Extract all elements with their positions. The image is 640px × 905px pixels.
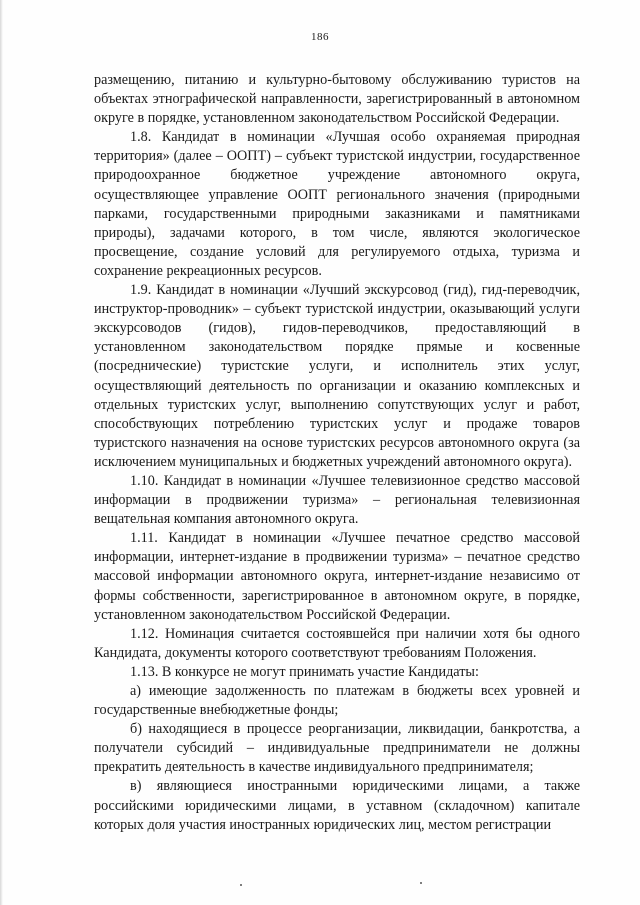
paragraph-1-9: 1.9. Кандидат в номинации «Лучший экскурсовод (гид), гид-переводчик, инструктор-проводник» – субъект туристской индустрии, оказывающий услуги экскурсоводов (гидов), гидов-переводчиков, предоставляющий в установленном законодательством порядке прямые и косвенные (посреднические) туристские услуги, и исполнитель этих услуг, осуществляющий деятельность по организации и оказанию комплексных и отдельных туристских услуг, выполнению сопутствующих услуг и работ, способствующих потреблению туристских услуг и продаже товаров туристского назначения на основе туристских ресурсов автономного округа (за исключением муниципальных и бюджетных учреждений автономного округа).: [94, 282, 580, 470]
paragraph-continuation: размещению, питанию и культурно-бытовому обслуживанию туристов на объектах этнографической направленности, зарегистрированный в автономном округе в порядке, установленном законодательством Российской Федерации.: [94, 72, 580, 127]
paragraph-1-12: 1.12. Номинация считается состоявшейся при наличии хотя бы одного Кандидата, документы которого соответствуют требованиям Положения.: [94, 625, 580, 661]
page-edge-shadow: [0, 0, 3, 905]
list-item-b: б) находящиеся в процессе реорганизации, ликвидации, банкротства, а получатели субсидий – индивидуальные предприниматели не должны прекратить деятельность в качестве индивидуального предпринимателя;: [94, 721, 580, 776]
paragraph-1-10: 1.10. Кандидат в номинации «Лучшее телевизионное средство массовой информации в продвижении туризма» – региональная телевизионная вещательная компания автономного округа.: [94, 472, 580, 528]
paragraph-1-11: 1.11. Кандидат в номинации «Лучшее печатное средство массовой информации, интернет-издание в продвижении туризма» – печатное средство массовой информации автономного округа, интернет-издание независимо от формы собственности, зарегистрированное в автономном округе, в порядке, установленном законодательством Российской Федерации.: [94, 530, 580, 623]
document-body: [94, 71, 580, 835]
paragraph-1-13: 1.13. В конкурсе не могут принимать участие Кандидаты:: [130, 663, 479, 680]
paragraph-1-8: 1.8. Кандидат в номинации «Лучшая особо охраняемая природная территория» (далее – ООПТ) – субъект туристской индустрии, государственное природоохранное бюджетное учреждение автономного округа, осуществляющее управление ООПТ регионального значения (природными парками, государственными природными заказниками и памятниками природы), задачами которого, в том числе, являются экологическое просвещение, создание условий для регулируемого отдыха, туризма и сохранение рекреационных ресурсов.: [94, 129, 580, 279]
scan-speck: [240, 884, 242, 886]
page-number: 186: [311, 31, 329, 43]
list-item-v: в) являющиеся иностранными юридическими лицами, а также российскими юридическими лицами, в уставном (складочном) капитале которых доля участия иностранных юридических лиц, местом регистрации: [94, 778, 580, 833]
list-item-a: а) имеющие задолженность по платежам в бюджеты всех уровней и государственные внебюджетные фонды;: [94, 683, 580, 719]
scan-speck: [420, 882, 422, 884]
